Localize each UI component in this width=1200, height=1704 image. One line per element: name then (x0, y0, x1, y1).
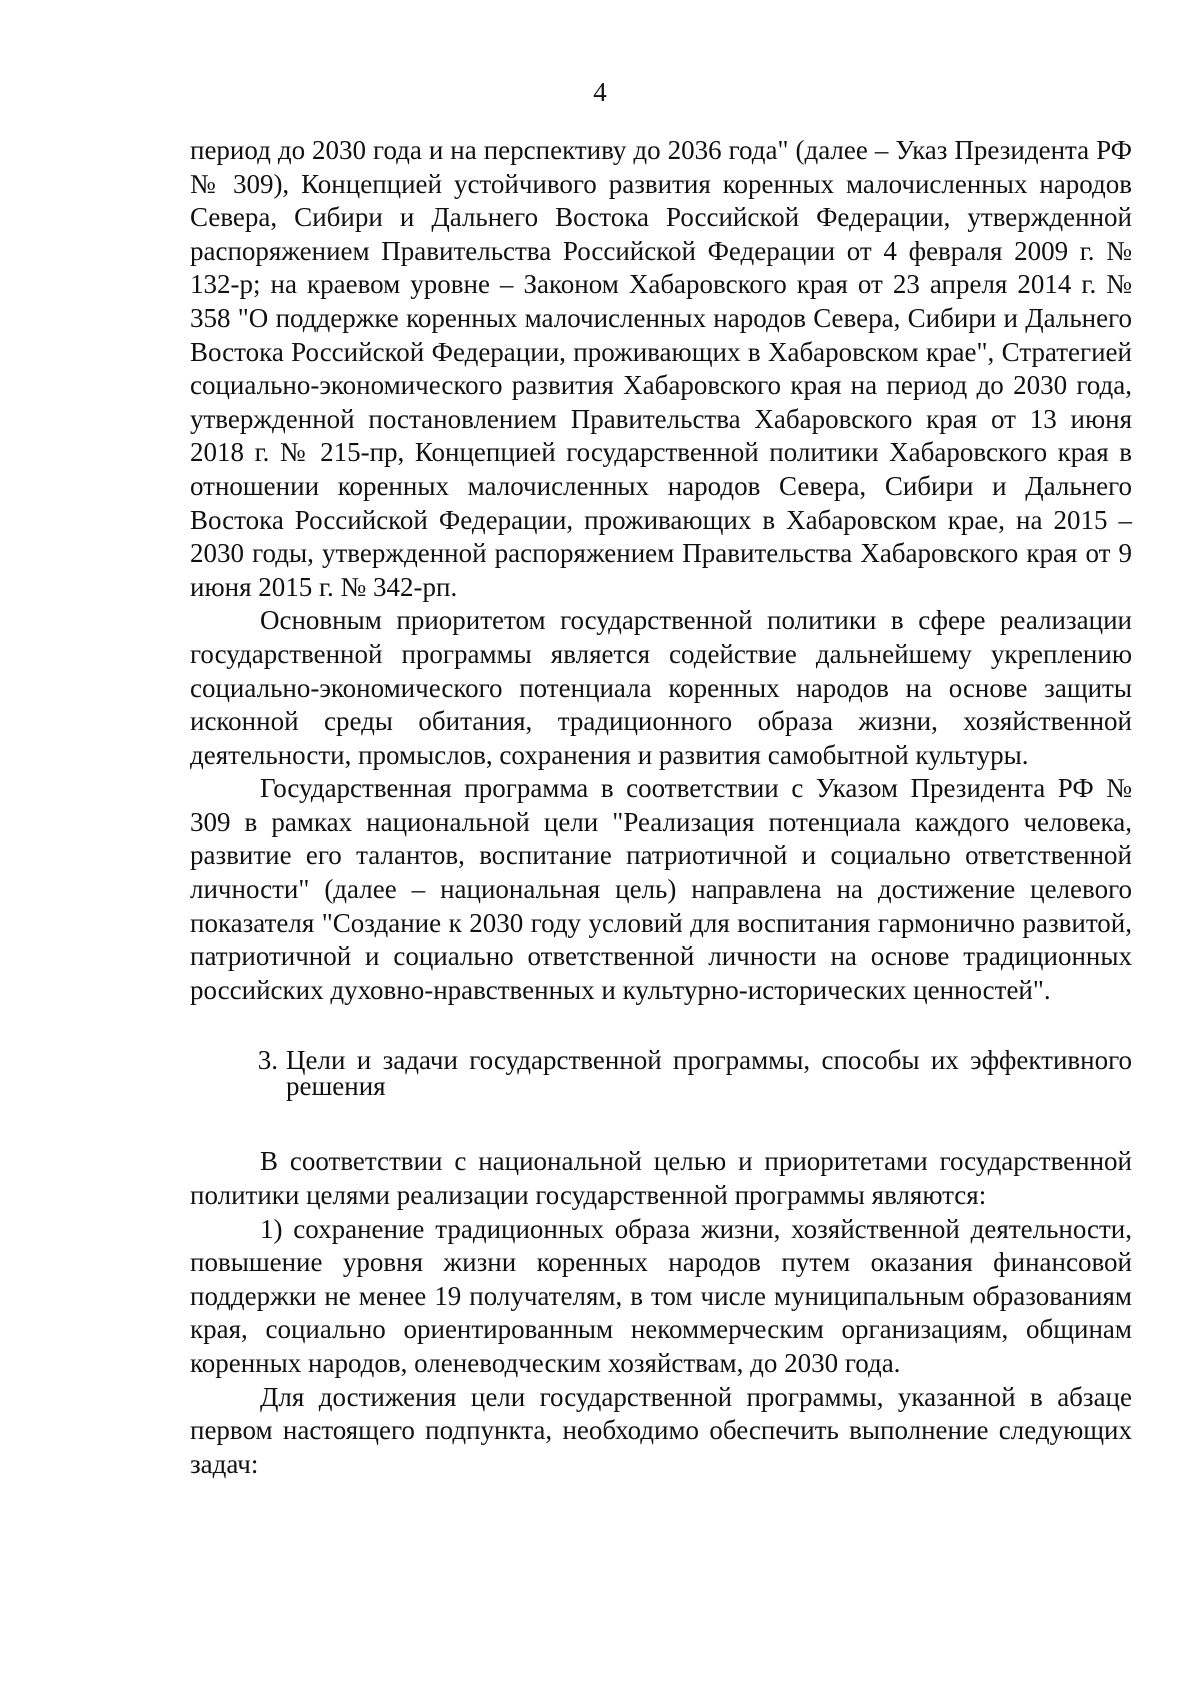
section-title: Цели и задачи государственной программы, способы их эффективного решения (286, 1045, 1132, 1102)
paragraph-legal-basis-continued: период до 2030 года и на перспективу до 2036 года" (далее – Указ Президента РФ № 309), Концепцией устойчивого развития коренных малочисленных народов Севера, Сибири и Дальнего Востока Российской Федерации, утвержденной распоряжением Правительства Российской Федерации от 4 февраля 2009 г. № 132-р; на краевом уровне – Законом Хабаровского края от 23 апреля 2014 г. № 358 "О поддержке коренных малочисленных народов Севера, Сибири и Дальнего Востока Российской Федерации, проживающих в Хабаровском крае", Стратегией социально-экономического развития Хабаровского края на период до 2030 года, утвержденной постановлением Правительства Хабаровского края от 13 июня 2018 г. № 215-пр, Концепцией государственной политики Хабаровского края в отношении коренных малочисленных народов Севера, Сибири и Дальнего Востока Российской Федерации, проживающих в Хабаровском крае, на 2015 – 2030 годы, утвержденной распоряжением Правительства Хабаровского края от 9 июня 2015 г. № 342-рп. (190, 135, 1132, 602)
document-body (190, 134, 1132, 1481)
page-number: 4 (593, 77, 607, 107)
section-number: 3. (257, 1045, 278, 1076)
paragraph-tasks-intro: Для достижения цели государственной программы, указанной в абзаце первом настоящего подпункта, необходимо обеспечить выполнение следующих задач: (190, 1381, 1132, 1479)
paragraph-national-goal: Государственная программа в соответствии с Указом Президента РФ № 309 в рамках национальной цели "Реализация потенциала каждого человека, развитие его талантов, воспитание патриотичной и социально ответственной личности" (далее – национальная цель) направлена на достижение целевого показателя "Создание к 2030 году условий для воспитания гармонично развитой, патриотичной и социально ответственной личности на основе традиционных российских духовно-нравственных и культурно-исторических ценностей". (190, 773, 1132, 1005)
paragraph-goal-1: 1) сохранение традиционных образа жизни, хозяйственной деятельности, повышение уровня жизни коренных народов путем оказания финансовой поддержки не менее 19 получателям, в том числе муниципальным образованиям края, социально ориентированным некоммерческим организациям, общинам коренных народов, оленеводческим хозяйствам, до 2030 года. (190, 1213, 1132, 1378)
paragraph-goals-intro: В соответствии с национальной целью и приоритетами государственной политики целями реализации государственной программы являются: (190, 1146, 1132, 1211)
paragraph-main-priority: Основным приоритетом государственной политики в сфере реализации государственной программы является содействие дальнейшему укреплению социально-экономического потенциала коренных народов на основе защиты исконной среды обитания, традиционного образа жизни, хозяйственной деятельности, промыслов, сохранения и развития самобытной культуры. (190, 605, 1132, 770)
section-heading (190, 1045, 1132, 1102)
